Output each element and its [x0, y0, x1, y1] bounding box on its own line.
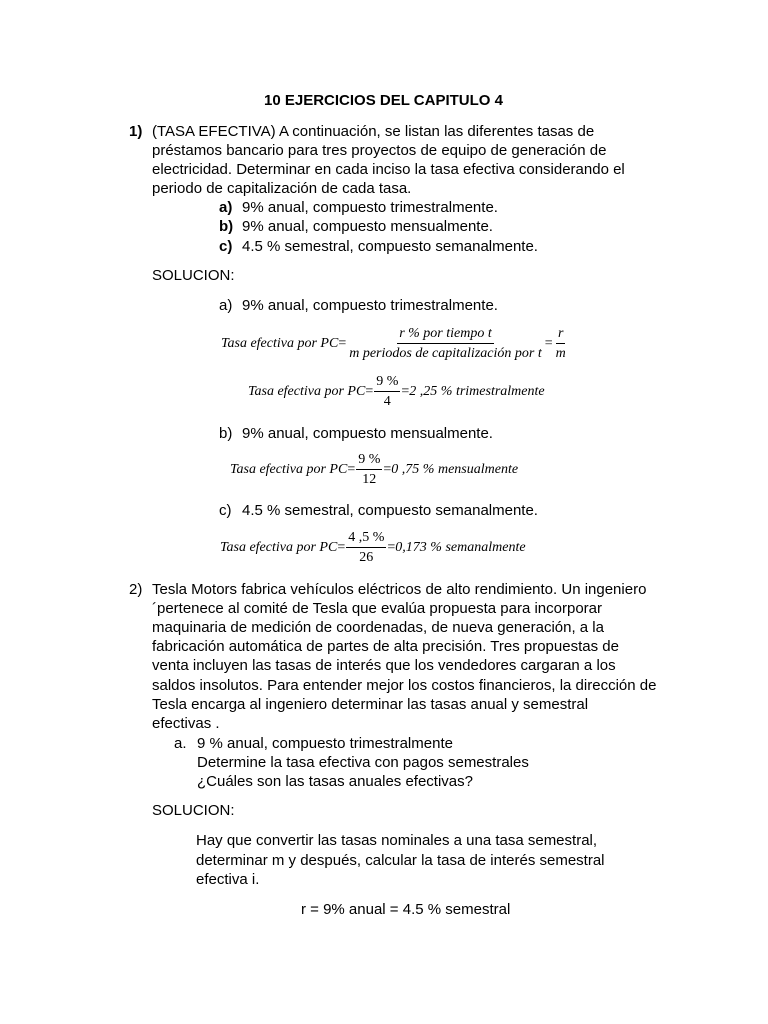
- fraction-numerator: r: [556, 325, 565, 344]
- solution-item-text: 9% anual, compuesto mensualmente.: [242, 425, 493, 442]
- list-item-text: 4.5 % semestral, compuesto semanalmente.: [242, 238, 538, 255]
- solution-item-text: 4.5 % semestral, compuesto semanalmente.: [242, 502, 538, 519]
- exercise-1-number: 1): [129, 123, 143, 140]
- list-item-text: 9% anual, compuesto trimestralmente.: [242, 199, 498, 216]
- effective-rate-formula: Tasa efectiva por PC = $\frac{\text{r \% por tiempo t}}{\text{m periodos de capitalización por t}}$ = $\frac{r}{m}$: [221, 326, 566, 361]
- list-item-label: c): [219, 238, 233, 255]
- effective-rate-calculation-a: Tasa efectiva por PC = $\frac{9 \%}{4}$ = 2 ,25 % trimestralmente: [248, 374, 545, 409]
- formula-result: 2 ,25 % trimestralmente: [409, 383, 545, 399]
- fraction-denominator: m periodos de capitalización por t: [349, 346, 542, 361]
- exercise-2-line: fabricación automática de partes de alta precisión. Tres propuestas de: [152, 638, 619, 655]
- solution-item-label: b): [219, 425, 233, 442]
- list-item-text: ¿Cuáles son las tasas anuales efectivas?: [197, 773, 473, 790]
- list-item-text: Determine la tasa efectiva con pagos semestrales: [197, 754, 529, 771]
- page-title: 10 EJERCICIOS DEL CAPITULO 4: [264, 92, 503, 109]
- list-item-label: b): [219, 218, 234, 235]
- solution-paragraph-line: efectiva i.: [196, 871, 260, 888]
- solution-heading: SOLUCION:: [152, 267, 235, 284]
- solution-item-label: a): [219, 297, 233, 314]
- formula-result: 0 ,75 % mensualmente: [391, 461, 519, 477]
- list-item-label: a.: [174, 735, 187, 752]
- exercise-2-line: ´pertenece al comité de Tesla que evalúa propuesta para incorporar: [152, 600, 602, 617]
- exercise-1-line: (TASA EFECTIVA) A continuación, se listan las diferentes tasas de: [152, 123, 595, 140]
- exercise-2-line: saldos insolutos. Para entender mejor los costos financieros, la dirección de: [152, 677, 657, 694]
- exercise-2-line: efectivas .: [152, 715, 220, 732]
- effective-rate-calculation-c: Tasa efectiva por PC = $\frac{4 ,5 \%}{26}$ = 0,173 % semanalmente: [220, 530, 526, 565]
- formula-lhs: Tasa efectiva por PC: [230, 461, 348, 477]
- formula-lhs: Tasa efectiva por PC: [248, 383, 366, 399]
- exercise-2-number: 2): [129, 581, 143, 598]
- solution-heading: SOLUCION:: [152, 802, 235, 819]
- fraction-numerator: 9 %: [356, 451, 382, 470]
- formula-lhs: Tasa efectiva por PC: [220, 539, 338, 555]
- fraction: [554, 325, 568, 362]
- list-item-text: 9 % anual, compuesto trimestralmente: [197, 735, 453, 752]
- exercise-2-line: Tesla encarga al ingeniero determinar las tasas anual y semestral: [152, 696, 589, 713]
- solution-paragraph-line: Hay que convertir las tasas nominales a una tasa semestral,: [196, 832, 598, 849]
- exercise-1-line: préstamos bancario para tres proyectos de equipo de generación de: [152, 142, 607, 159]
- exercise-1-line: periodo de capitalización de cada tasa.: [152, 180, 412, 197]
- fraction-numerator: 4 ,5 %: [346, 529, 386, 548]
- rate-equation: r = 9% anual = 4.5 % semestral: [301, 901, 511, 918]
- exercise-1-line: electricidad. Determinar en cada inciso la tasa efectiva considerando el: [152, 161, 625, 178]
- fraction-denominator: 26: [359, 550, 374, 565]
- fraction-numerator: r % por tiempo t: [397, 325, 494, 344]
- formula-lhs: Tasa efectiva por PC: [221, 335, 339, 351]
- fraction: [374, 373, 400, 410]
- exercise-2-line: venta incluyen las tasas de interés que los vendedores cargaran a los: [152, 657, 616, 674]
- solution-item-label: c): [219, 502, 232, 519]
- fraction-denominator: m: [555, 346, 566, 361]
- list-item-label: a): [219, 199, 233, 216]
- effective-rate-calculation-b: Tasa efectiva por PC = $\frac{9 \%}{12}$ = 0 ,75 % mensualmente: [230, 452, 519, 487]
- list-item-text: 9% anual, compuesto mensualmente.: [242, 218, 493, 235]
- formula-result: 0,173 % semanalmente: [395, 539, 526, 555]
- solution-item-text: 9% anual, compuesto trimestralmente.: [242, 297, 498, 314]
- fraction: [356, 451, 382, 488]
- fraction: [347, 325, 544, 362]
- fraction-numerator: 9 %: [374, 373, 400, 392]
- solution-paragraph-line: determinar m y después, calcular la tasa de interés semestral: [196, 852, 605, 869]
- exercise-2-line: Tesla Motors fabrica vehículos eléctricos de alto rendimiento. Un ingeniero: [152, 581, 647, 598]
- fraction: [346, 529, 386, 566]
- fraction-denominator: 12: [362, 472, 377, 487]
- exercise-2-line: maquinaria de medición de coordenadas, de nueva generación, a la: [152, 619, 604, 636]
- fraction-denominator: 4: [383, 394, 391, 409]
